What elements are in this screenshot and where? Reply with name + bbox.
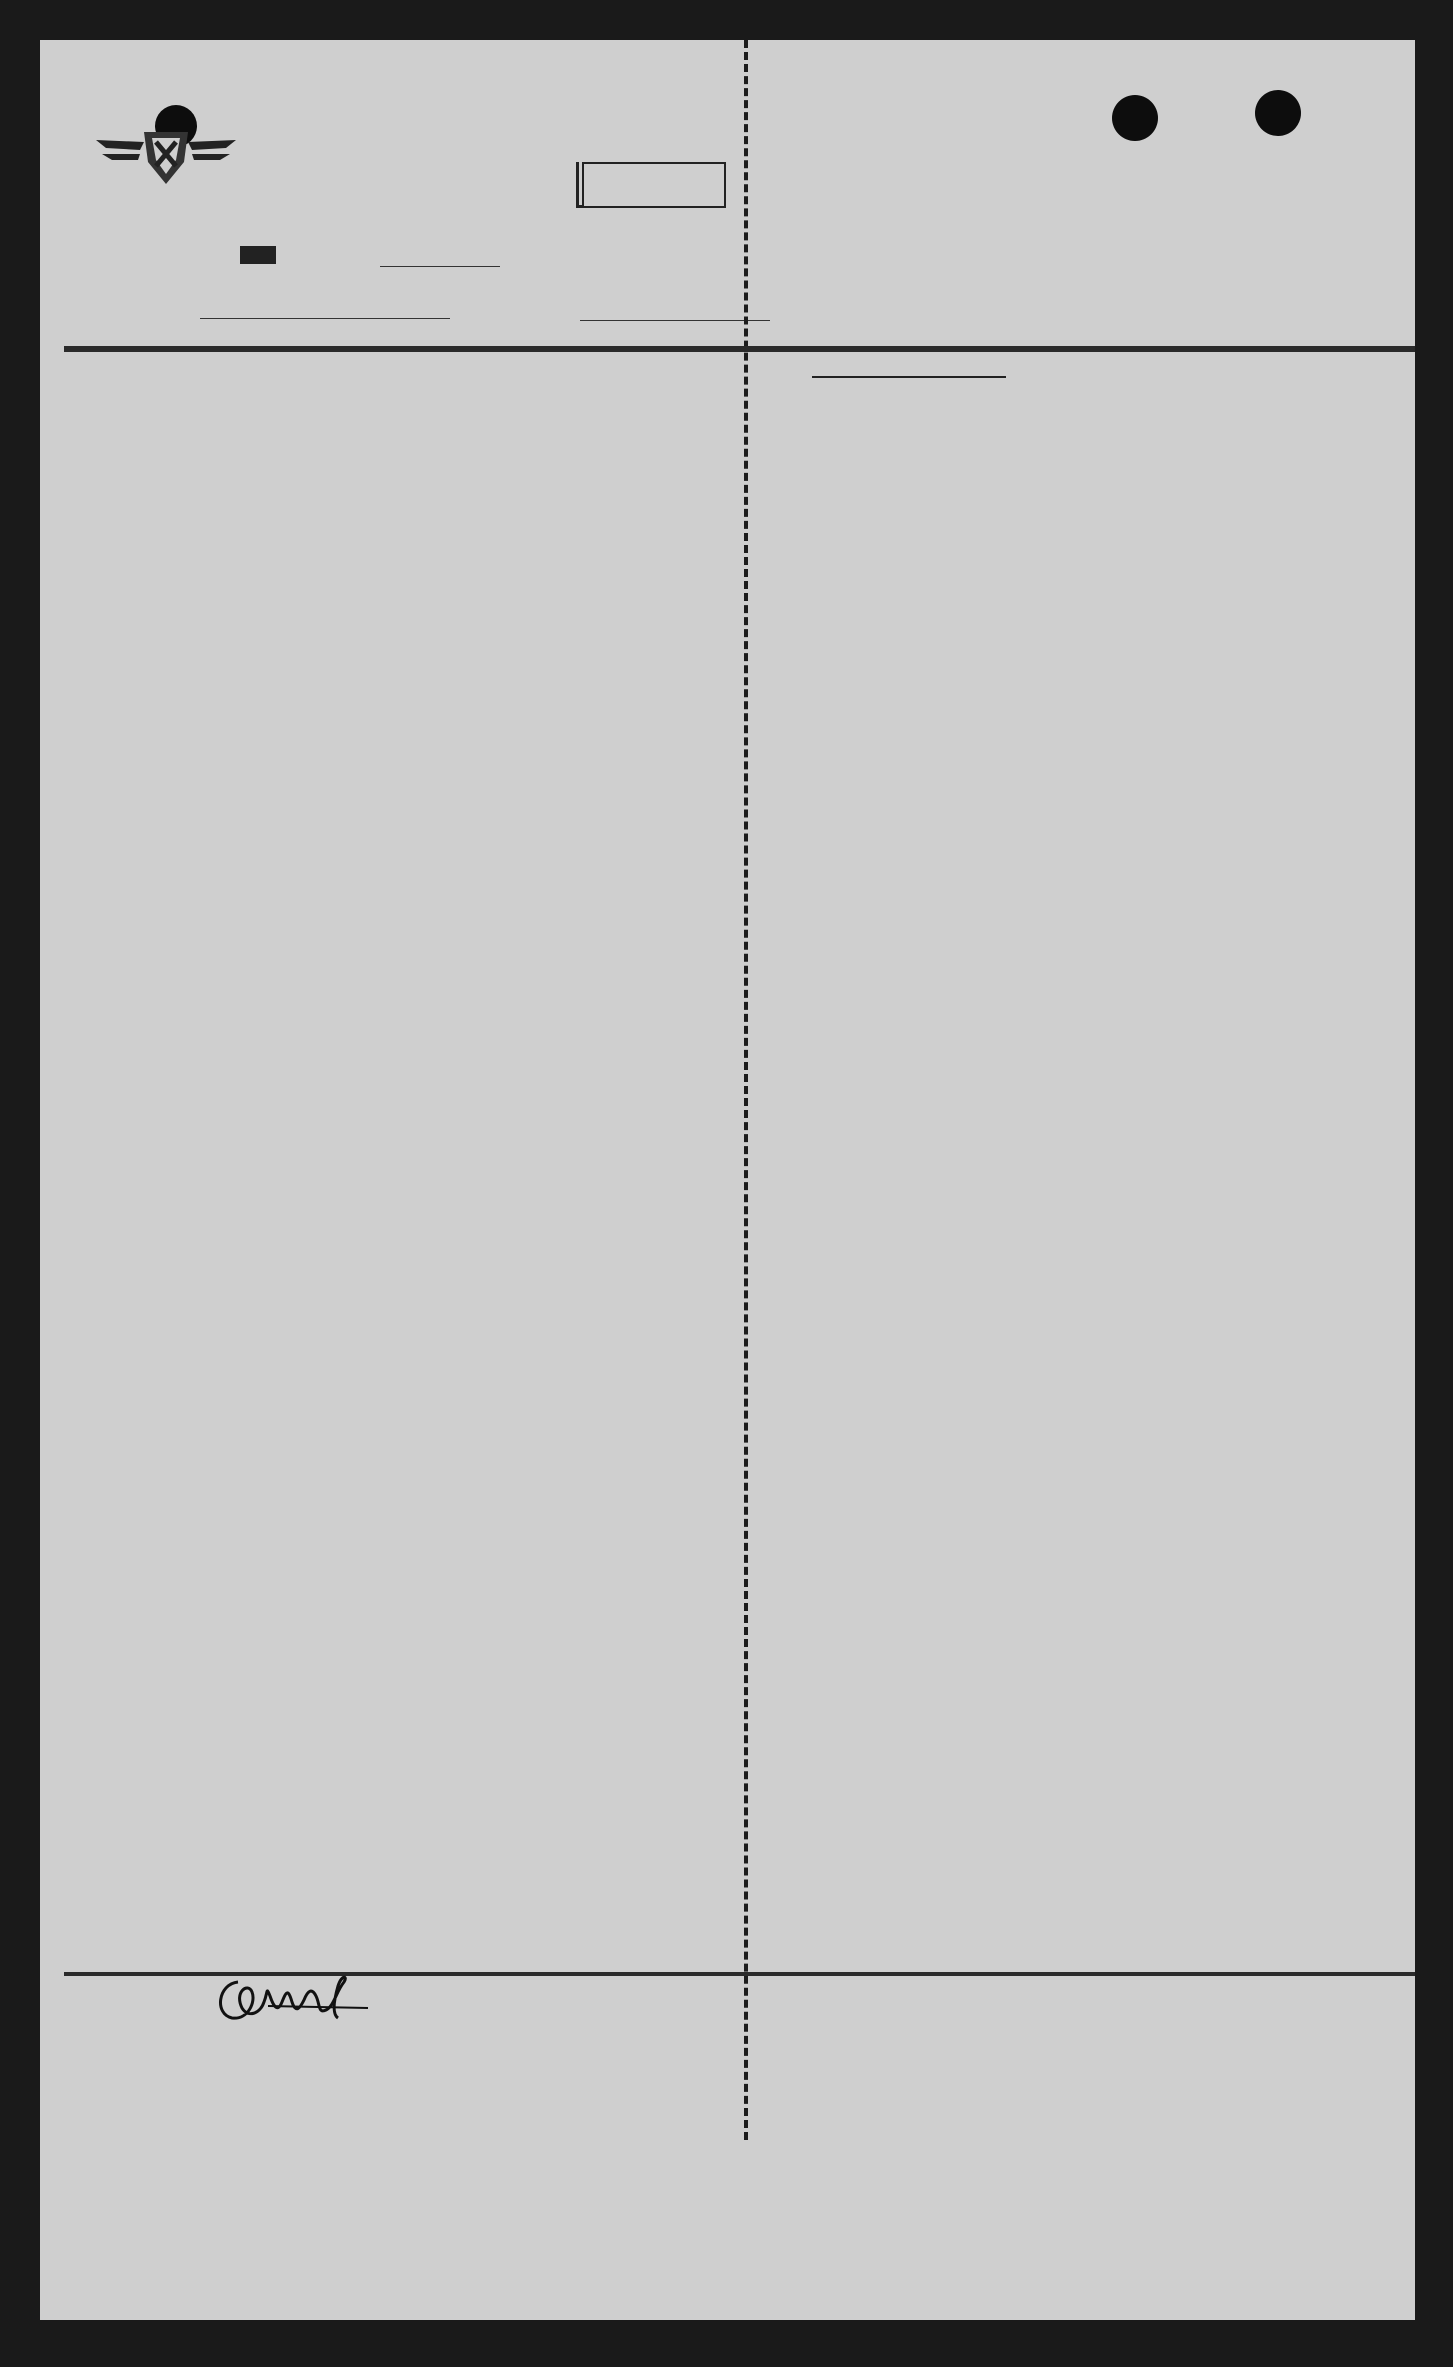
aircraft-redaction [240, 246, 276, 264]
sabena-wings-logo [96, 102, 236, 192]
manifest-sheet [40, 40, 1415, 2320]
preparer-signature [208, 1962, 378, 2032]
perforation-line [744, 40, 748, 2140]
icao-box [582, 162, 726, 208]
punch-hole-right-2 [1255, 90, 1301, 136]
punch-hole-right-1 [1112, 95, 1158, 141]
